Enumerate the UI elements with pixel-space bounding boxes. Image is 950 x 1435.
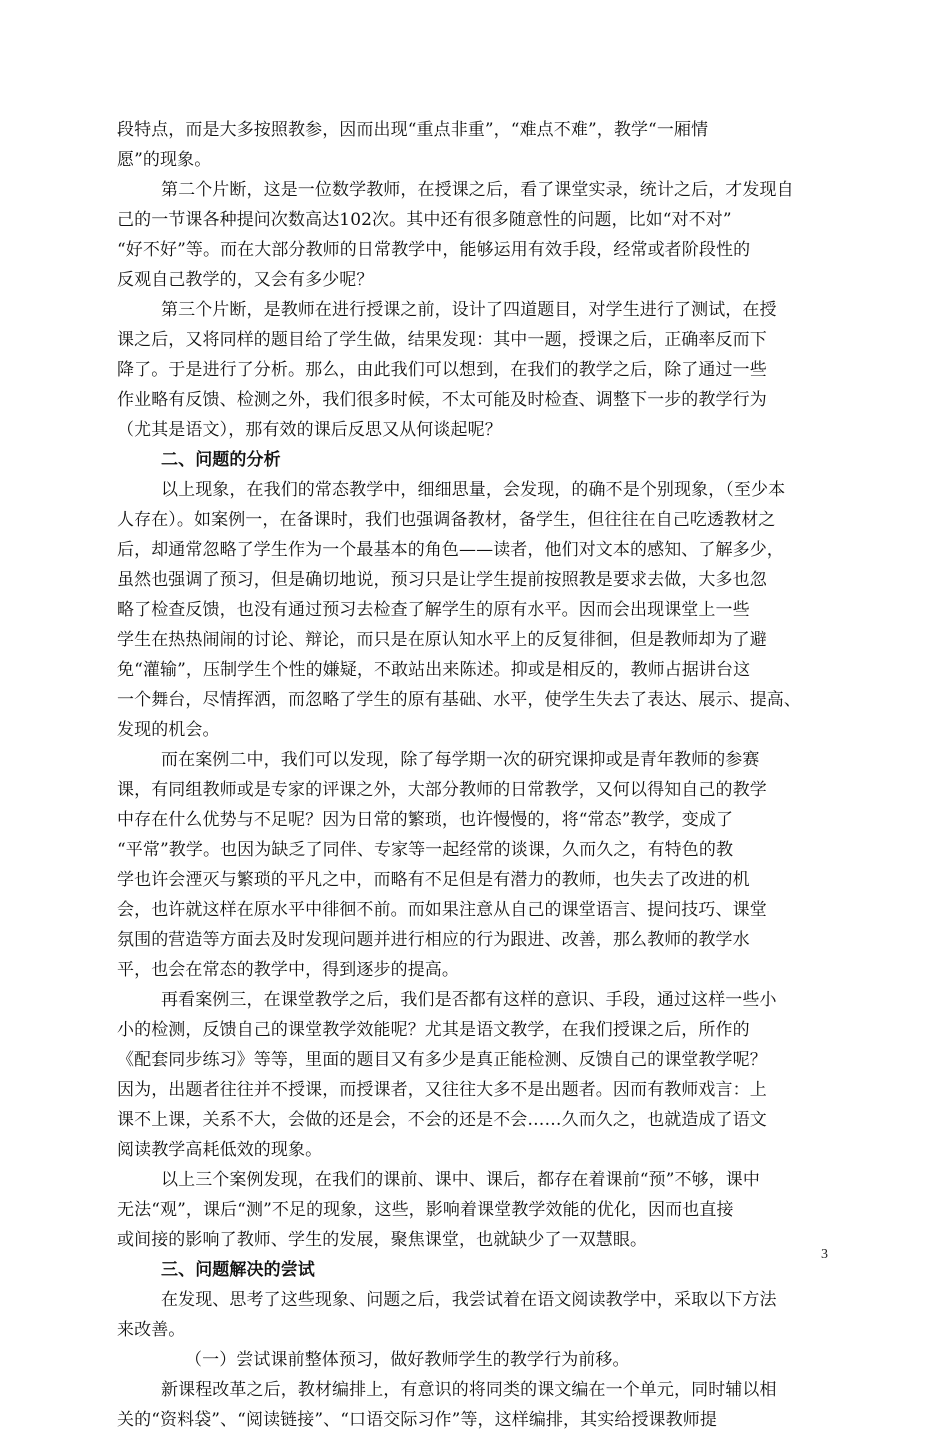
- body-line: 无法“观”，课后“测”不足的现象，这些，影响着课堂教学效能的优化，因而也直接: [117, 1200, 734, 1220]
- subsection-heading: （一）尝试课前整体预习，做好教师学生的教学行为前移。: [185, 1350, 630, 1370]
- body-line: 学也许会湮灭与繁琐的平凡之中，而略有不足但是有潜力的教师，也失去了改进的机: [117, 870, 750, 890]
- body-line: 课不上课，关系不大，会做的还是会，不会的还是不会……久而久之，也就造成了语文: [117, 1110, 767, 1130]
- body-line: 一个舞台，尽情挥洒，而忽略了学生的原有基础、水平，使学生失去了表达、展示、提高、: [117, 690, 801, 710]
- body-line: “平常”教学。也因为缺乏了同伴、专家等一起经常的谈课，久而久之，有特色的教: [117, 840, 734, 860]
- body-line: 氛围的营造等方面去及时发现问题并进行相应的行为跟进、改善，那么教师的教学水: [117, 930, 750, 950]
- body-line: 段特点，而是大多按照教参，因而出现“重点非重”，“难点不难”，教学“一厢情: [117, 120, 709, 140]
- body-line: 虽然也强调了预习，但是确切地说，预习只是让学生提前按照教是要求去做，大多也忽: [117, 570, 767, 590]
- paragraph-start: 而在案例二中，我们可以发现，除了每学期一次的研究课抑或是青年教师的参赛: [161, 750, 760, 770]
- body-line: 作业略有反馈、检测之外，我们很多时候，不太可能及时检查、调整下一步的教学行为: [117, 390, 767, 410]
- body-line: 《配套同步练习》等等，里面的题目又有多少是真正能检测、反馈自己的课堂教学呢？: [117, 1050, 767, 1070]
- body-line: 会，也许就这样在原水平中徘徊不前。而如果注意从自己的课堂语言、提问技巧、课堂: [117, 900, 767, 920]
- body-line: 或间接的影响了教师、学生的发展，聚焦课堂，也就缺少了一双慧眼。: [117, 1230, 648, 1250]
- paragraph-start: 以上现象，在我们的常态教学中，细细思量，会发现，的确不是个别现象，（至少本: [161, 480, 786, 500]
- document-page: [117, 115, 837, 1435]
- section-heading: 三、问题解决的尝试: [161, 1260, 315, 1280]
- paragraph-start: 第三个片断，是教师在进行授课之前，设计了四道题目，对学生进行了测试，在授: [161, 300, 777, 320]
- body-line: 己的一节课各种提问次数高达102次。其中还有很多随意性的问题，比如“对不对”: [117, 210, 732, 230]
- paragraph-start: 第二个片断，这是一位数学教师，在授课之后，看了课堂实录，统计之后，才发现自: [161, 180, 794, 200]
- body-line: 愿”的现象。: [117, 150, 212, 170]
- page-number: 3: [821, 1247, 828, 1262]
- body-line: 因为，出题者往往并不授课，而授课者，又往往大多不是出题者。因而有教师戏言：上: [117, 1080, 767, 1100]
- body-line: 免“灌输”，压制学生个性的嫌疑，不敢站出来陈述。抑或是相反的，教师占据讲台这: [117, 660, 751, 680]
- body-line: 后，却通常忽略了学生作为一个最基本的角色——读者，他们对文本的感知、了解多少，: [117, 540, 784, 560]
- body-line: 人存在）。如案例一，在备课时，我们也强调备教材，备学生，但往往在自己吃透教材之: [117, 510, 776, 530]
- paragraph-start: 以上三个案例发现，在我们的课前、课中、课后，都存在着课前“预”不够，课中: [161, 1170, 760, 1190]
- body-line: 反观自己教学的，又会有多少呢？: [117, 270, 374, 290]
- paragraph-start: 再看案例三，在课堂教学之后，我们是否都有这样的意识、手段，通过这样一些小: [161, 990, 777, 1010]
- body-line: 平，也会在常态的教学中，得到逐步的提高。: [117, 960, 459, 980]
- body-line: 来改善。: [117, 1320, 186, 1340]
- body-line: 降了。于是进行了分析。那么，由此我们可以想到，在我们的教学之后，除了通过一些: [117, 360, 767, 380]
- body-line: 课之后，又将同样的题目给了学生做，结果发现：其中一题，授课之后，正确率反而下: [117, 330, 767, 350]
- paragraph-start: 在发现、思考了这些现象、问题之后，我尝试着在语文阅读教学中，采取以下方法: [161, 1290, 777, 1310]
- body-line: 发现的机会。: [117, 720, 220, 740]
- body-line: 略了检查反馈，也没有通过预习去检查了解学生的原有水平。因而会出现课堂上一些: [117, 600, 750, 620]
- body-line: 课，有同组教师或是专家的评课之外，大部分教师的日常教学，又何以得知自己的教学: [117, 780, 767, 800]
- body-line: 关的“资料袋”、“阅读链接”、“口语交际习作”等，这样编排，其实给授课教师提: [117, 1410, 717, 1430]
- body-line: 小的检测，反馈自己的课堂教学效能呢？尤其是语文教学，在我们授课之后，所作的: [117, 1020, 750, 1040]
- section-heading: 二、问题的分析: [161, 450, 281, 470]
- body-line: 阅读教学高耗低效的现象。: [117, 1140, 323, 1160]
- body-line: “好不好”等。而在大部分教师的日常教学中，能够运用有效手段，经常或者阶段性的: [117, 240, 751, 260]
- body-line: （尤其是语文），那有效的课后反思又从何谈起呢？: [117, 420, 502, 440]
- paragraph-start: 新课程改革之后，教材编排上，有意识的将同类的课文编在一个单元，同时辅以相: [161, 1380, 777, 1400]
- body-line: 中存在什么优势与不足呢？因为日常的繁琐，也许慢慢的，将“常态”教学，变成了: [117, 810, 734, 830]
- body-line: 学生在热热闹闹的讨论、辩论，而只是在原认知水平上的反复徘徊，但是教师却为了避: [117, 630, 767, 650]
